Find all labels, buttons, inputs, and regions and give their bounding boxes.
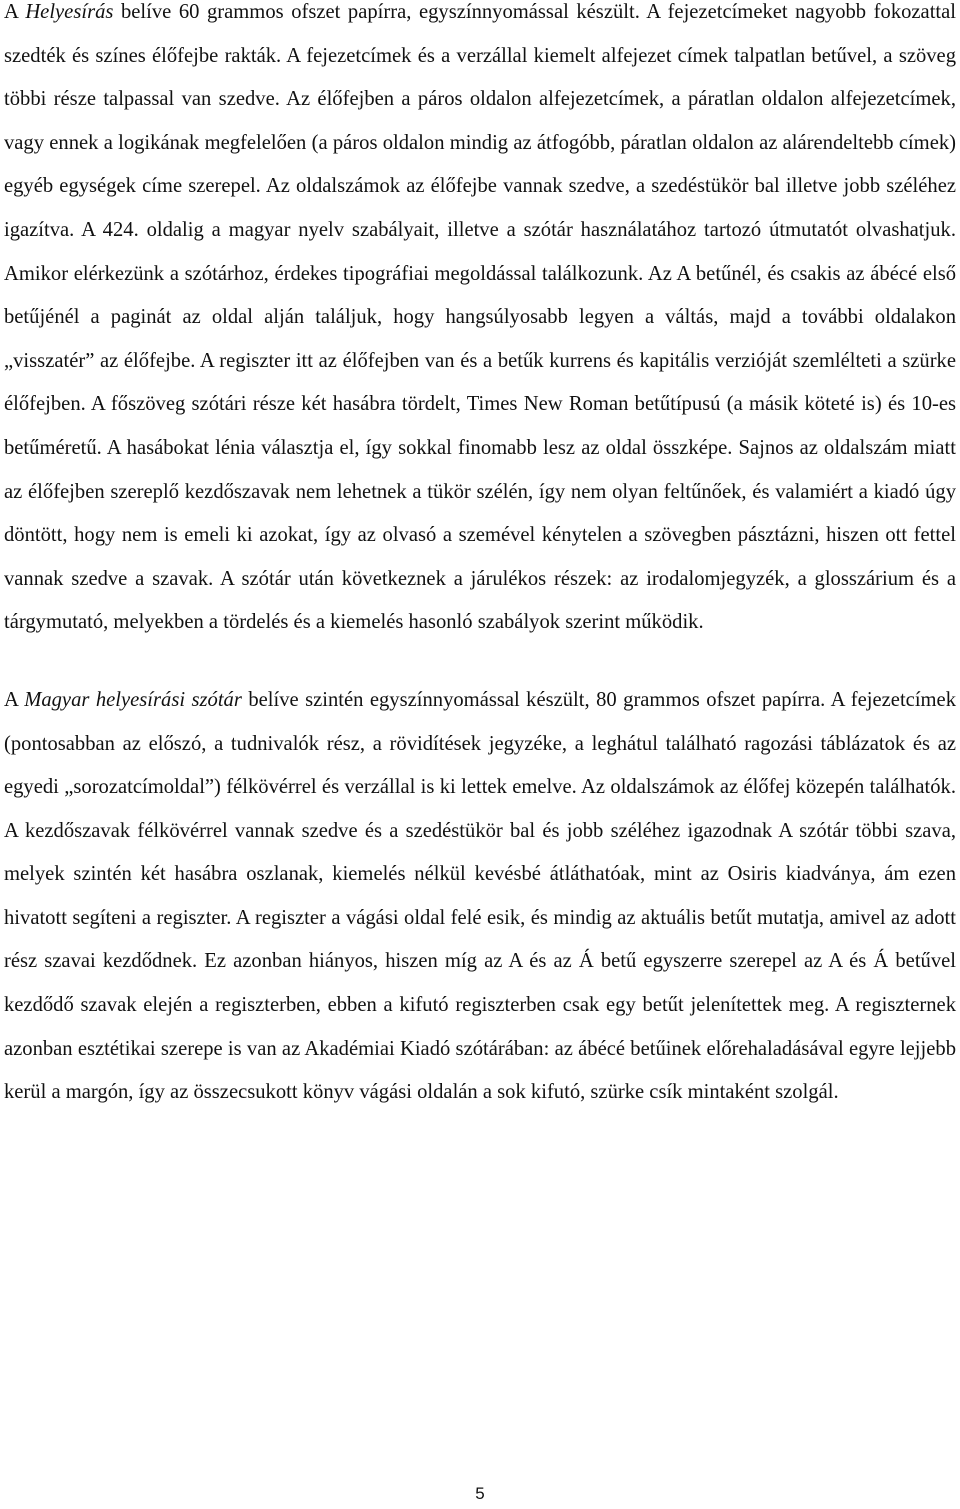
paragraph-prefix: A	[4, 1, 26, 23]
paragraph-prefix: A	[4, 688, 25, 711]
paragraph-text: belíve 60 grammos ofszet papírra, egyszínnyomással készült. A fejezetcímeket nagyobb fokozattal szedték és színes élőfejbe rakták. A fejezetcímek és a verzállal kiemelt alfejezet címek talpatlan betűvel, a szöveg többi része talpassal van szedve. Az élőfejben a páros oldalon alfejezetcímek, a páratlan oldalon alfejezetcímek, vagy ennek a logikának megfelelően (a páros oldalon mindig az átfogóbb, páratlan oldalon az alárendeltebb címek) egyéb egységek címe szerepel. Az oldalszámok az élőfejbe vannak szedve, a szedéstükör bal illetve jobb széléhez igazítva. A 424. oldalig a magyar nyelv szabályait, illetve a szótár használatához tartozó útmutatót olvashatjuk. Amikor elérkezünk a szótárhoz, érdekes tipográfiai megoldással találkozunk. Az A betűnél, és csakis az ábécé első betűjénél a paginát az oldal alján találjuk, hogy hangsúlyosabb legyen a váltás, majd a további oldalakon „visszatér” az élőfejbe. A regiszter itt az élőfejben van és a betűk kurrens és kapitális verzióját szemlélteti a szürke élőfejben. A főszöveg szótári része két hasábra tördelt, Times New Roman betűtípusú (a másik köteté is) és 10-es betűméretű. A hasábokat lénia választja el, így sokkal finomabb lesz az oldal összképe. Sajnos az oldalszám miatt az élőfejben szereplő kezdőszavak nem lehetnek a tükör szélén, így nem olyan feltűnőek, és valamiért a kiadó úgy döntött, hogy nem is emeli ki azokat, így az olvasó a szemével kénytelen a szövegben pásztázni, hiszen ott fettel vannak szedve a szavak. A szótár után következnek a járulékos részek: az irodalomjegyzék, a glosszárium és a tárgymutató, melyekben a tördelés és a kiemelés hasonló szabályok szerint működik.	[4, 1, 957, 634]
page-number: 5	[475, 1484, 485, 1503]
body-paragraph	[4, 679, 956, 1115]
paragraph-text: belíve szintén egyszínnyomással készült, 80 grammos ofszet papírra. A fejezetcímek (pontosabban az előszó, a tudnivalók rész, a rövidítések jegyzéke, a leghátul található ragozási táblázatok és az egyedi „sorozatcímoldal”) félkövérrel és verzállal is ki lettek emelve. Az oldalszámok az élőfej közepén találhatók. A kezdőszavak félkövérrel vannak szedve és a szedéstükör bal és jobb széléhez igazodnak A szótár többi szava, melyek szintén két hasábra oszlanak, kiemelés nélkül kevésbé átláthatóak, mint az Osiris kiadványa, ám ezen hivatott segíteni a regiszter. A regiszter a vágási oldal felé esik, és mindig az aktuális betűt mutatja, amivel az adott rész szavai kezdődnek. Ez azonban hiányos, hiszen míg az A és az Á betű egyszerre szerepel az A és Á betűvel kezdődő szavak elején a regiszterben, ebben a kifutó regiszterben csak egy betűt jelenítettek meg. A regiszternek azonban esztétikai szerepe is van az Akadémiai Kiadó szótárában: az ábécé betűinek előrehaladásával egyre lejjebb kerül a margón, így az összecsukott könyv vágási oldalán a sok kifutó, szürke csík mintaként szolgál.	[4, 688, 956, 1104]
book-title: Helyesírás	[25, 1, 114, 23]
document-page	[4, 0, 956, 1115]
book-title: Magyar helyesírási szótár	[24, 688, 242, 711]
body-paragraph	[4, 0, 956, 645]
